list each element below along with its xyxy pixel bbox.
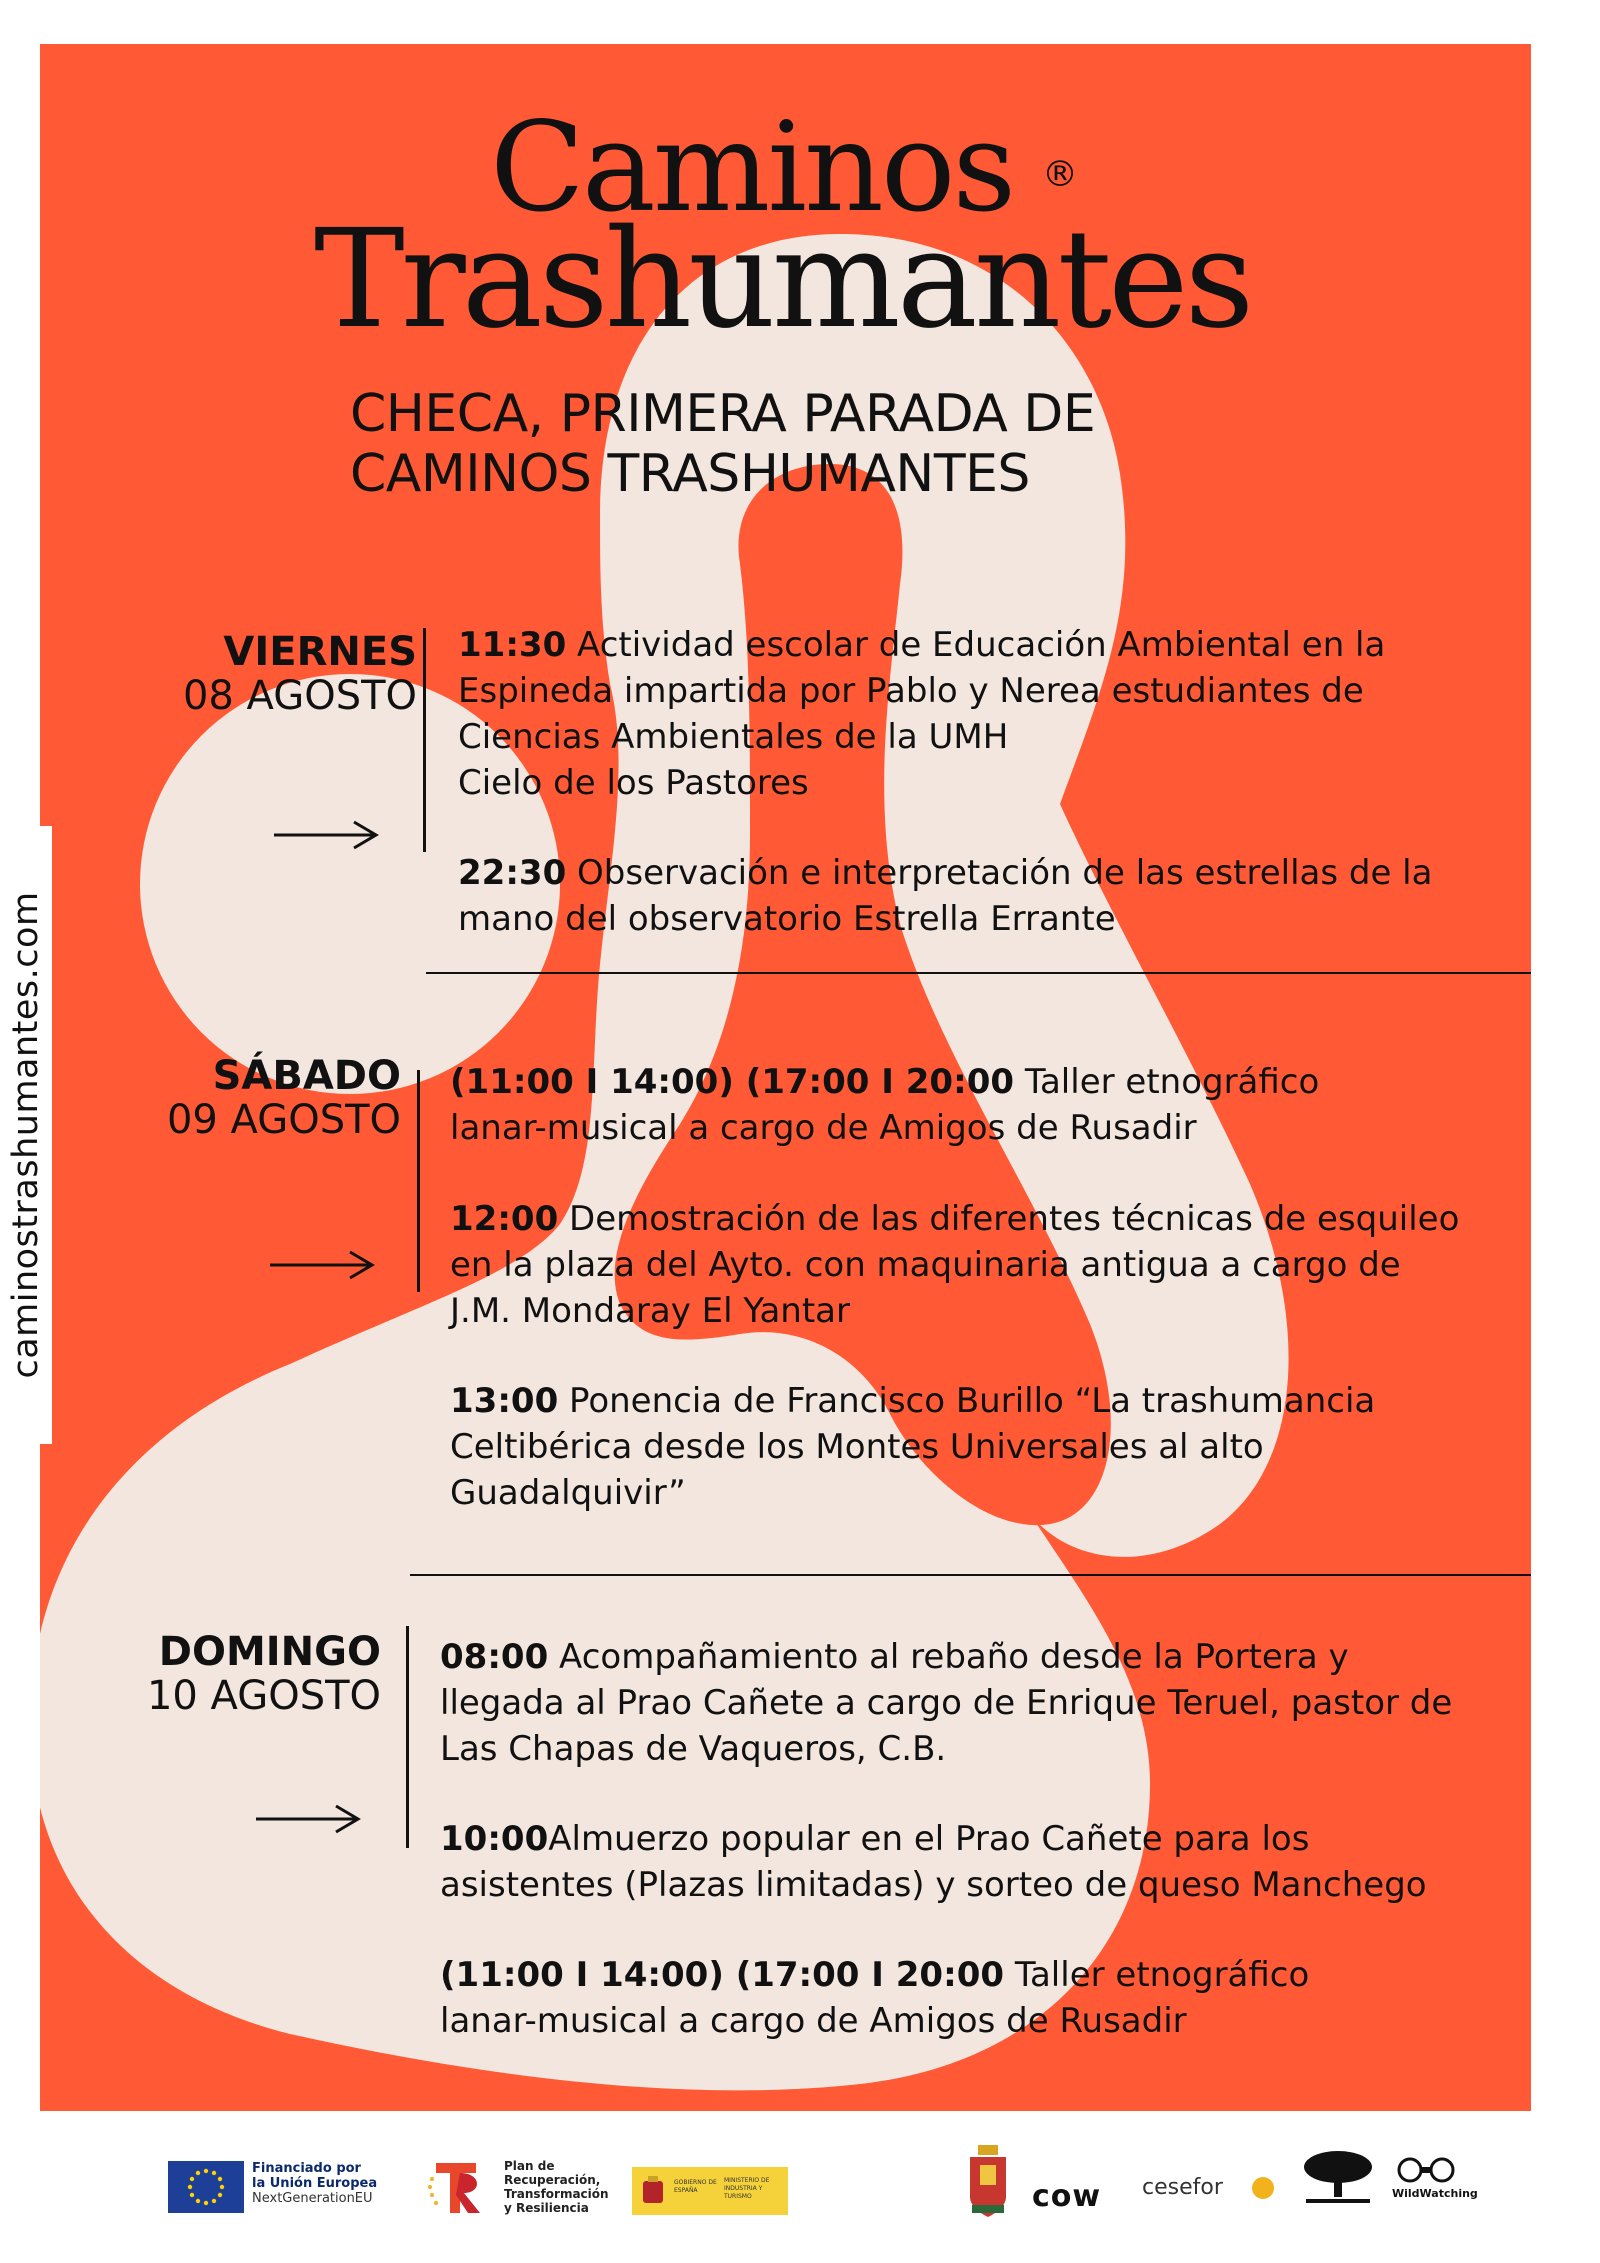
day-name: SÁBADO [212,1053,401,1099]
day-name: DOMINGO [158,1629,381,1675]
event-viernes-1130: 11:30 Actividad escolar de Educación Ambiental en la Espineda impartida por Pablo y Nerea estudiantes de Ciencias Ambientales de la UMH Cielo de los Pastores [458,625,1386,803]
gobierno-logo: GOBIERNO DE ESPAÑA MINISTERIO DE INDUSTRIA Y TURISMO [632,2167,788,2215]
cesefor-logo [1142,2175,1272,2219]
event-time: 22:30 [458,853,567,893]
event-sabado-1200: 12:00 Demostración de las diferentes técnicas de esquileo en la plaza del Ayto. con maquinaria antigua a cargo de J.M. Mondaray El Yantar [450,1199,1460,1331]
eu-flag-icon [168,2161,244,2213]
event-viernes-2230: 22:30 Observación e interpretación de las estrellas de la mano del observatorio Estrella Errante [458,853,1433,939]
divider-horizontal [410,1574,1531,1576]
day-date: 10 AGOSTO [146,1673,381,1719]
event-sabado-taller: (11:00 I 14:00) (17:00 I 20:00 Taller etnográfico lanar-musical a cargo de Amigos de Rusadir [450,1062,1320,1148]
arrow-right-icon [268,1250,378,1280]
event-domingo-1000: 10:00Almuerzo popular en el Prao Cañete para los asistentes (Plazas limitadas) y sorteo de queso Manchego [440,1819,1427,1905]
event-time: 11:30 [458,625,567,665]
plan-recuperacion-text: Plan de Recuperación, Transformación y Resiliencia [504,2159,609,2215]
day-label-domingo [147,1630,381,1718]
event-time: 10:00 [440,1819,549,1859]
divider-vertical [406,1626,409,1848]
plan-recuperacion-logo-icon [426,2157,490,2217]
event-domingo-0800: 08:00 Acompañamiento al rebaño desde la Portera y llegada al Prao Cañete a cargo de Enrique Teruel, pastor de Las Chapas de Vaqueros, C.B. [440,1637,1453,1769]
divider-horizontal [426,972,1531,974]
event-time: 12:00 [450,1199,559,1239]
day-label-viernes [183,630,417,718]
coat-of-arms-icon [640,2175,666,2207]
checa-crest-icon [966,2145,1010,2221]
event-time: 13:00 [450,1381,559,1421]
cow-logo: cow [1032,2179,1102,2214]
event-time: (11:00 I 14:00) (17:00 I 20:00 [450,1062,1015,1102]
subtitle [350,384,1095,504]
side-url[interactable]: caminostrashumantes.com [6,891,46,1379]
footer-logos [0,2111,1600,2263]
divider-vertical [423,628,426,852]
poster [40,44,1531,2111]
divider-vertical [417,1070,420,1292]
tree-foundation-logo-icon [1298,2147,1378,2207]
event-time: 08:00 [440,1637,549,1677]
leaf-icon [1250,2175,1276,2201]
arrow-right-icon [272,820,382,850]
day-name: VIERNES [223,629,417,675]
binoculars-icon [1392,2157,1460,2183]
day-date: 08 AGOSTO [182,673,417,719]
cesefor-text: cesefor [1142,2175,1223,2200]
day-date: 09 AGOSTO [166,1097,401,1143]
subtitle-line-1: CHECA, PRIMERA PARADA DE [350,384,1096,444]
eu-funding-text: Financiado por la Unión Europea NextGenerationEU [252,2161,378,2206]
event-sabado-1300: 13:00 Ponencia de Francisco Burillo “La trashumancia Celtibérica desde los Montes Universales al alto Guadalquivir” [450,1381,1376,1513]
arrow-right-icon [254,1804,364,1834]
day-label-sabado [167,1054,401,1142]
event-domingo-taller: (11:00 I 14:00) (17:00 I 20:00 Taller etnográfico lanar-musical a cargo de Amigos de Rusadir [440,1955,1310,2041]
registered-mark: ® [1042,154,1078,195]
wildwatching-logo: WildWatching [1392,2157,1464,2200]
subtitle-line-2: CAMINOS TRASHUMANTES [350,444,1030,504]
title-trashumantes: Trashumantes [314,201,1251,359]
event-time: (11:00 I 14:00) (17:00 I 20:00 [440,1955,1005,1995]
title-caminos: Caminos [490,96,1014,240]
